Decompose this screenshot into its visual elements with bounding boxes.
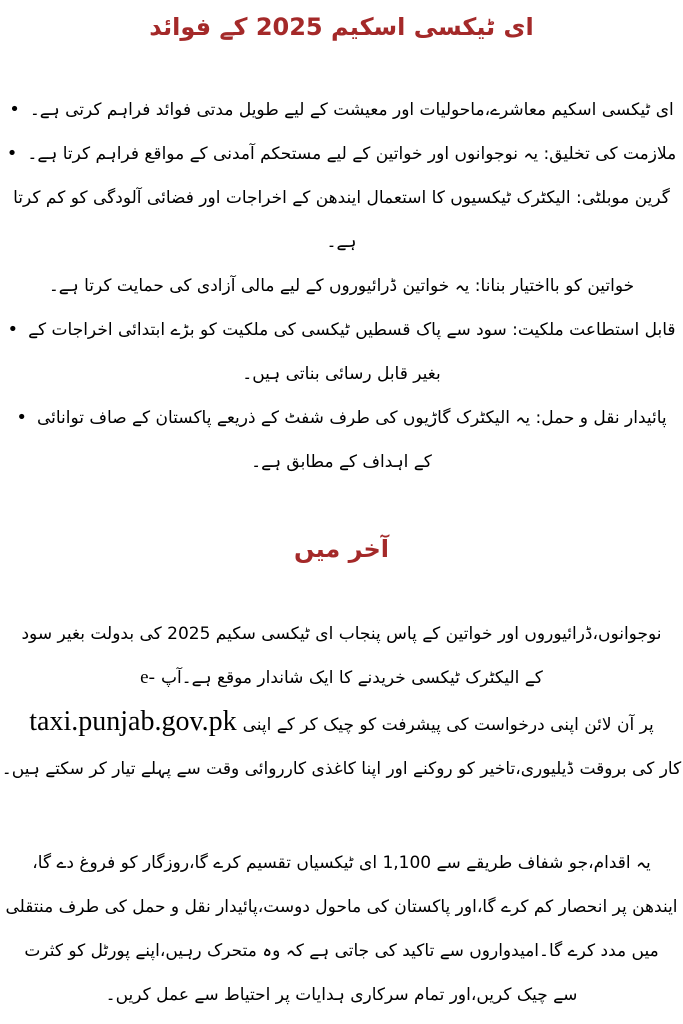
paragraph-line — [0, 747, 683, 791]
list-item — [0, 88, 683, 132]
paragraph-line-text: کار کی بروقت ڈیلیوری،تاخیر کو روکنے اور اپنا کاغذی کارروائی وقت سے پہلے تیار کر سکتے ہیں۔ — [1, 759, 682, 779]
paragraph-line-text: ایندھن پر انحصار کم کرے گا،اور پاکستان کی ماحول دوست،پائیدار نقل و حمل کی طرف منتقلی — [5, 897, 678, 917]
paragraph-line-text: میں مدد کرے گا۔امیدواروں سے تاکید کی جاتی ہے کہ وہ متحرک رہیں،اپنے پورٹل کو کثرت — [24, 941, 659, 961]
bullet-icon: • — [16, 407, 27, 428]
list-item-text: کے اہداف کے مطابق ہے۔ — [251, 452, 432, 472]
url-fragment-prefix: e- — [140, 667, 155, 688]
initiative-paragraph — [0, 841, 683, 1017]
list-item — [0, 132, 683, 176]
list-item — [0, 396, 683, 440]
list-item-text: ملازمت کی تخلیق: یہ نوجوانوں اور خواتین کے لیے مستحکم آمدنی کے مواقع فراہم کرتا ہے۔ — [27, 144, 677, 164]
conclusion-paragraph — [0, 612, 683, 791]
portal-url-text: taxi.punjab.gov.pk — [29, 706, 237, 737]
paragraph-line-text: کے الیکٹرک ٹیکسی خریدنے کا ایک شاندار موقع ہے۔آپ — [160, 668, 543, 688]
list-item — [0, 264, 683, 308]
conclusion-heading: آخر میں — [293, 535, 390, 563]
paragraph-line — [0, 656, 683, 700]
bullet-icon: • — [7, 319, 19, 340]
list-item-continuation — [0, 220, 683, 264]
list-item — [0, 176, 683, 220]
paragraph-line — [0, 841, 683, 885]
paragraph-line — [0, 700, 683, 747]
list-item-text: پائیدار نقل و حمل: یہ الیکٹرک گاڑیوں کی طرف شفٹ کے ذریعے پاکستان کے صاف توانائی — [36, 408, 667, 428]
list-item-text: خواتین کو بااختیار بنانا: یہ خواتین ڈرائیوروں کے لیے مالی آزادی کی حمایت کرتا ہے۔ — [48, 276, 635, 296]
paragraph-line — [0, 885, 683, 929]
paragraph-line-text: یہ اقدام،جو شفاف طریقے سے 1,100 ای ٹیکسیاں تقسیم کرے گا،روزگار کو فروغ دے گا، — [32, 853, 651, 873]
paragraph-line — [0, 612, 683, 656]
list-item-text: ای ٹیکسی اسکیم معاشرے،ماحولیات اور معیشت کے لیے طویل مدتی فوائد فراہم کرتی ہے۔ — [29, 100, 674, 120]
benefits-heading: ای ٹیکسی اسکیم 2025 کے فوائد — [149, 13, 534, 41]
list-item-text: بغیر قابل رسائی بناتی ہیں۔ — [242, 364, 441, 384]
paragraph-line-text: سے چیک کریں،اور تمام سرکاری ہدایات پر احتیاط سے عمل کریں۔ — [105, 985, 578, 1005]
list-item-text: قابل استطاعت ملکیت: سود سے پاک قسطیں ٹیکسی کی ملکیت کو بڑے ابتدائی اخراجات کے — [28, 320, 676, 340]
list-item-continuation — [0, 440, 683, 484]
benefits-list — [0, 88, 683, 484]
paragraph-line-text: پر آن لائن اپنی درخواست کی پیشرفت کو چیک کر کے اپنی — [242, 715, 654, 735]
paragraph-line-text: نوجوانوں،ڈرائیوروں اور خواتین کے پاس پنجاب ای ٹیکسی سکیم 2025 کی بدولت بغیر سود — [21, 624, 662, 644]
bullet-icon: • — [9, 99, 20, 120]
list-item-continuation — [0, 352, 683, 396]
bullet-icon: • — [6, 143, 18, 164]
list-item-text: ہے۔ — [326, 232, 357, 252]
paragraph-line — [0, 973, 683, 1017]
paragraph-line — [0, 929, 683, 973]
list-item — [0, 308, 683, 352]
list-item-text: گرین موبلٹی: الیکٹرک ٹیکسیوں کا استعمال ایندھن کے اخراجات اور فضائی آلودگی کو کم کرتا — [13, 188, 670, 208]
